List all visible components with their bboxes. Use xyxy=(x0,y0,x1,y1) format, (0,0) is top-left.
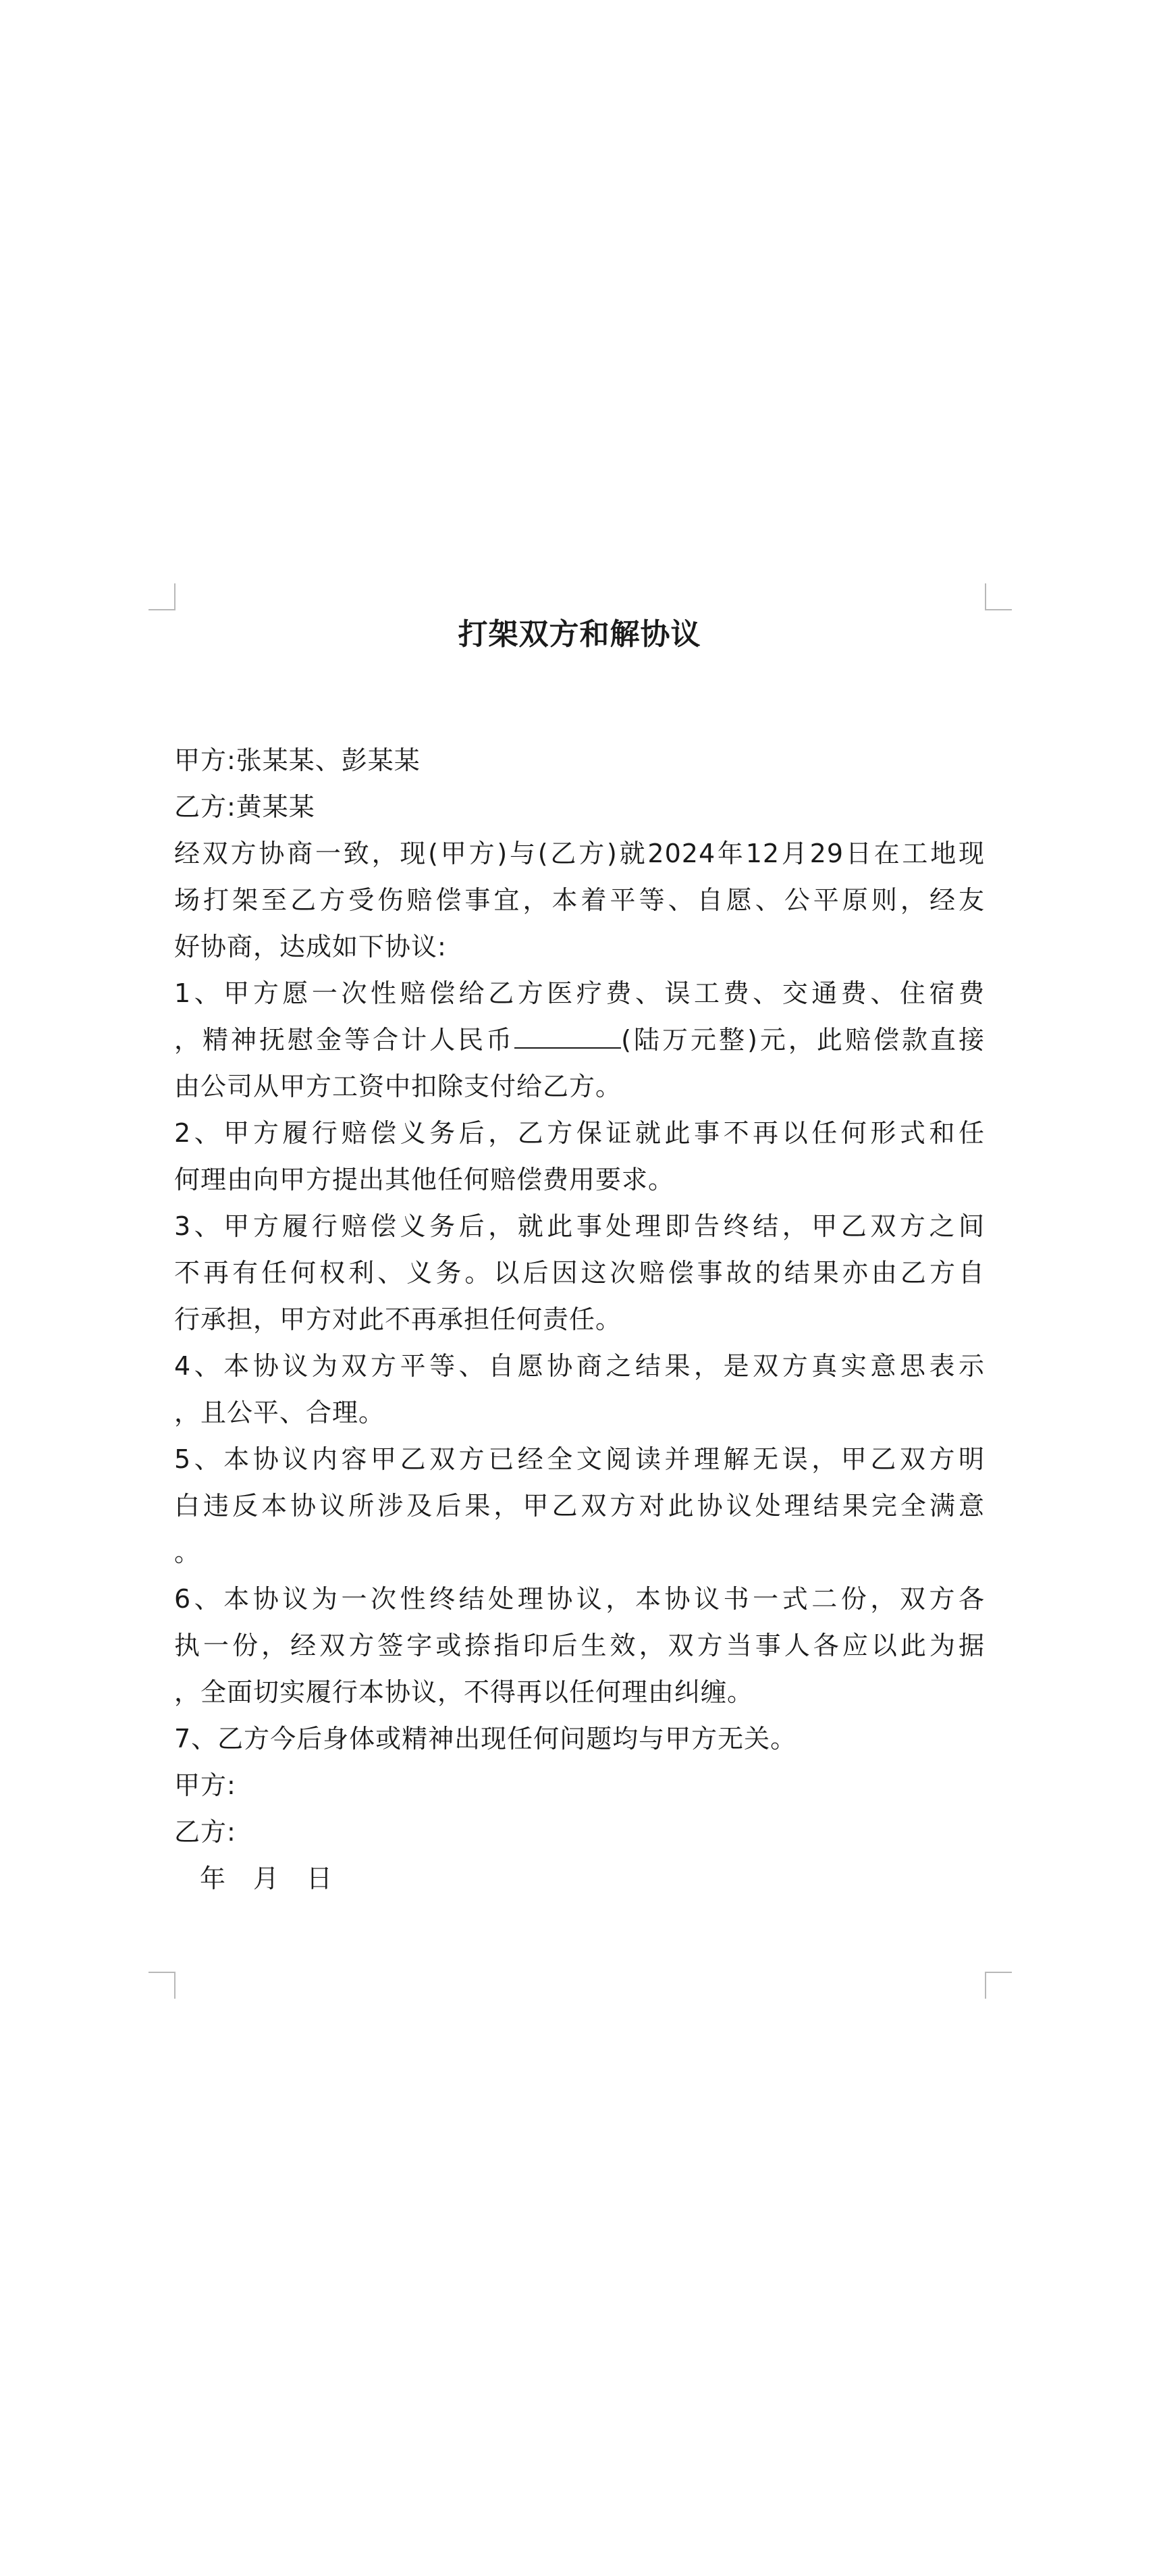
clause-6-line: 执一份，经双方签字或捺指印后生效，双方当事人各应以此为据 xyxy=(174,1631,985,1660)
clause-6-line: ，全面切实履行本协议，不得再以任何理由纠缠。 xyxy=(174,1677,754,1707)
clause-5-line: 。 xyxy=(174,1537,201,1567)
intro-line: 好协商，达成如下协议: xyxy=(174,932,447,962)
date-year: 年 xyxy=(200,1864,227,1893)
date-line xyxy=(174,1856,985,1902)
intro-line: 经双方协商一致，现(甲方)与(乙方)就2024年12月29日在工地现 xyxy=(174,839,985,868)
clause-1-text-after-blank: (陆万元整)元，此赔偿款直接 xyxy=(621,1025,985,1055)
clause-2-line: 何理由向甲方提出其他任何赔偿费用要求。 xyxy=(174,1165,675,1194)
date-day: 日 xyxy=(306,1864,333,1893)
clause-4-line: ，且公平、合理。 xyxy=(174,1398,385,1427)
clause-3-line: 不再有任何权利、义务。以后因这次赔偿事故的结果亦由乙方自 xyxy=(174,1258,985,1288)
clause-1-line: 1、甲方愿一次性赔偿给乙方医疗费、误工费、交通费、住宿费 xyxy=(174,978,985,1008)
clause-5-line: 5、本协议内容甲乙双方已经全文阅读并理解无误，甲乙双方明 xyxy=(174,1444,985,1474)
document-body xyxy=(174,737,985,1902)
clause-7-line: 7、乙方今后身体或精神出现任何问题均与甲方无关。 xyxy=(174,1724,797,1754)
clause-1-text-before-blank: ，精神抚慰金等合计人民币 xyxy=(174,1025,515,1055)
clause-1-line xyxy=(174,1017,985,1063)
corner-mark-bottom-left xyxy=(149,1972,176,1999)
intro-line: 场打架至乙方受伤赔偿事宜，本着平等、自愿、公平原则，经友 xyxy=(174,885,985,915)
clause-2-line: 2、甲方履行赔偿义务后，乙方保证就此事不再以任何形式和任 xyxy=(174,1118,985,1148)
signature-party-b: 乙方: xyxy=(174,1817,236,1847)
clause-3-line: 3、甲方履行赔偿义务后，就此事处理即告终结，甲乙双方之间 xyxy=(174,1211,985,1241)
date-month: 月 xyxy=(253,1864,280,1893)
corner-mark-top-right xyxy=(985,583,1012,610)
party-a-line: 甲方:张某某、彭某某 xyxy=(174,745,421,775)
corner-mark-top-left xyxy=(149,583,176,610)
document-title: 打架双方和解协议 xyxy=(458,617,701,652)
amount-blank xyxy=(514,1027,621,1049)
clause-6-line: 6、本协议为一次性终结处理协议，本协议书一式二份，双方各 xyxy=(174,1584,985,1614)
clause-5-line: 白违反本协议所涉及后果，甲乙双方对此协议处理结果完全满意 xyxy=(174,1491,985,1521)
corner-mark-bottom-right xyxy=(985,1972,1012,1999)
clause-1-line: 由公司从甲方工资中扣除支付给乙方。 xyxy=(174,1072,622,1101)
signature-party-a: 甲方: xyxy=(174,1770,236,1800)
party-b-line: 乙方:黄某某 xyxy=(174,792,315,822)
clause-3-line: 行承担，甲方对此不再承担任何责任。 xyxy=(174,1305,622,1334)
clause-4-line: 4、本协议为双方平等、自愿协商之结果，是双方真实意思表示 xyxy=(174,1351,985,1381)
